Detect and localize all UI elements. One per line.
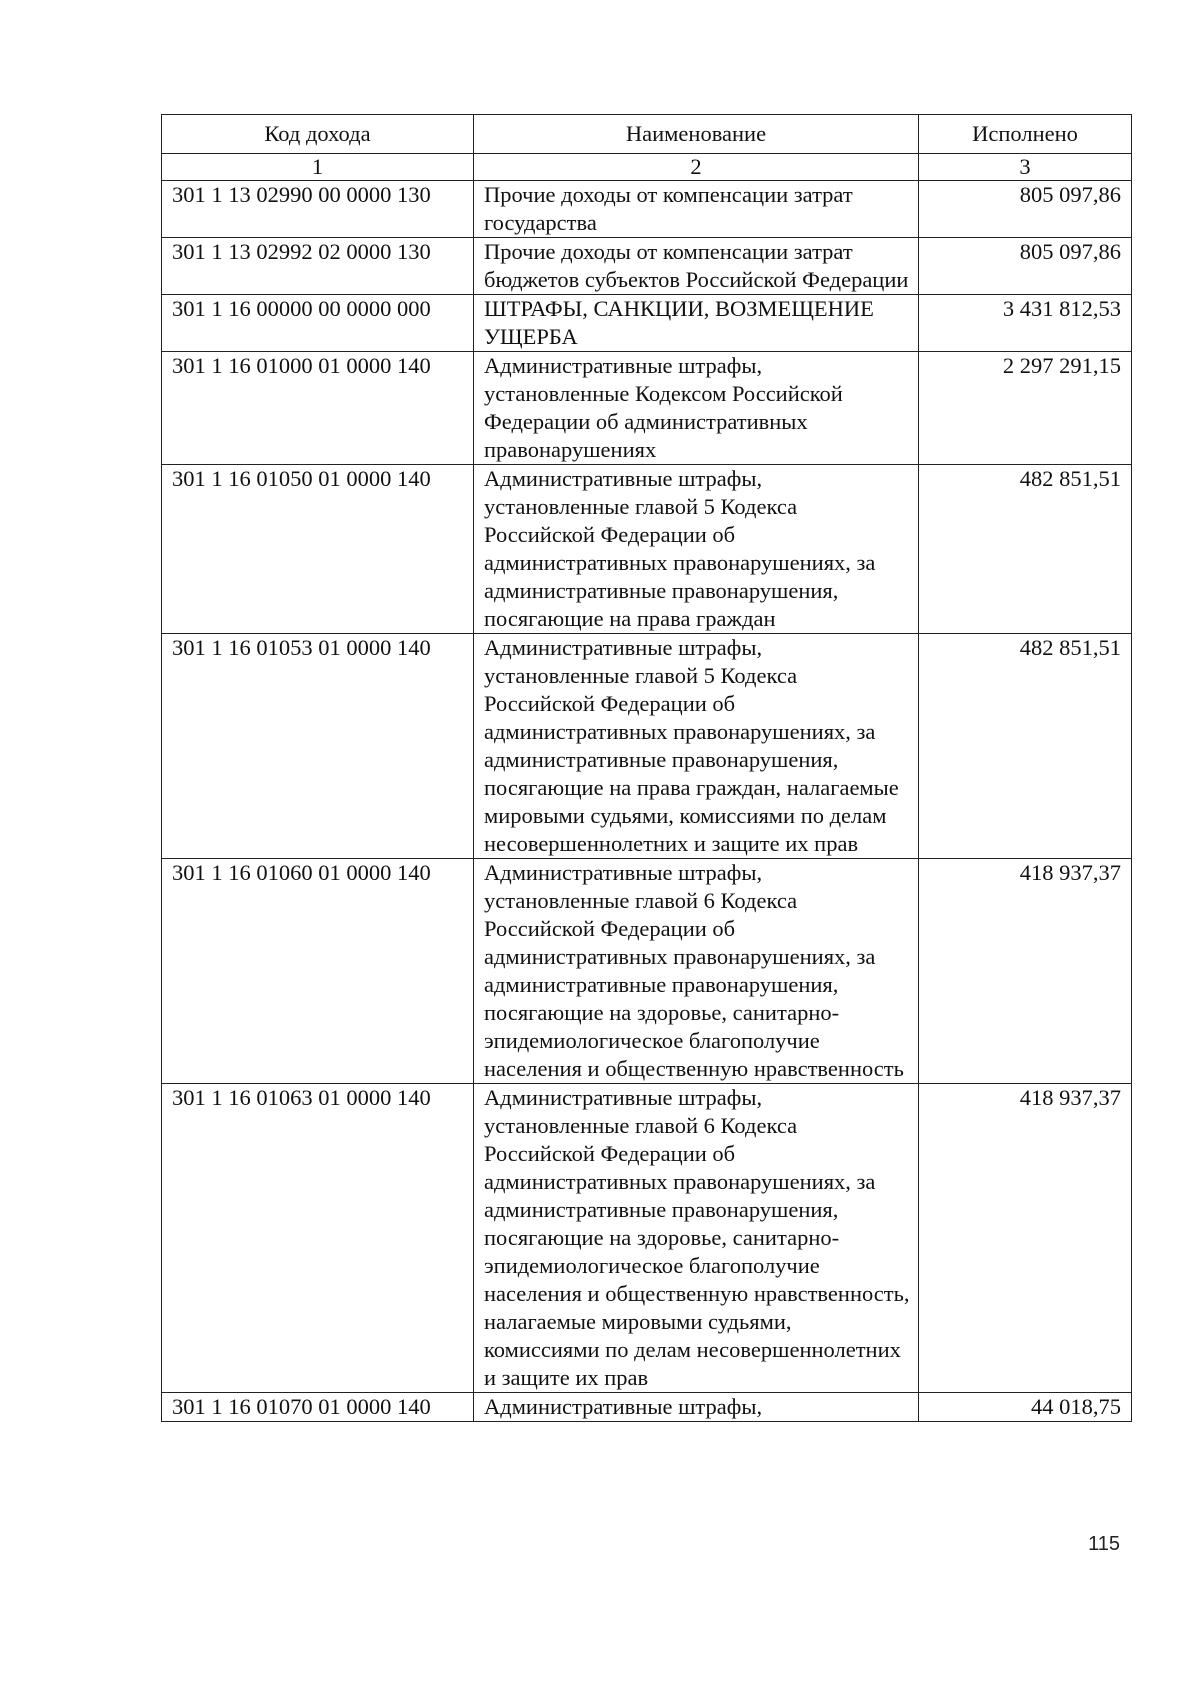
amount-cell: 3 431 812,53	[919, 295, 1132, 352]
income-code-cell: 301 1 16 01053 01 0000 140	[162, 634, 474, 859]
amount-cell: 805 097,86	[919, 238, 1132, 295]
income-code-cell: 301 1 13 02990 00 0000 130	[162, 181, 474, 238]
amount-cell: 44 018,75	[919, 1393, 1132, 1422]
table-row	[162, 1084, 1132, 1393]
amount-cell: 482 851,51	[919, 634, 1132, 859]
column-number-row	[162, 154, 1132, 181]
table-row	[162, 859, 1132, 1084]
table-row	[162, 295, 1132, 352]
income-name-cell: Административные штрафы, установленные главой 5 Кодекса Российской Федерации об административных правонарушениях, за административные правонарушения, посягающие на права граждан, налагаемые мировыми судьями, комиссиями по делам несовершеннолетних и защите их прав	[474, 634, 919, 859]
income-code-cell: 301 1 13 02992 02 0000 130	[162, 238, 474, 295]
column-number-3: 3	[919, 154, 1132, 181]
amount-cell: 482 851,51	[919, 465, 1132, 634]
amount-cell: 2 297 291,15	[919, 352, 1132, 465]
income-name-cell: Административные штрафы, установленные главой 5 Кодекса Российской Федерации об административных правонарушениях, за административные правонарушения, посягающие на права граждан	[474, 465, 919, 634]
income-code-cell: 301 1 16 01050 01 0000 140	[162, 465, 474, 634]
column-number-2: 2	[474, 154, 919, 181]
income-name-cell: ШТРАФЫ, САНКЦИИ, ВОЗМЕЩЕНИЕ УЩЕРБА	[474, 295, 919, 352]
table-row	[162, 465, 1132, 634]
table-row	[162, 181, 1132, 238]
income-name-cell: Прочие доходы от компенсации затрат бюджетов субъектов Российской Федерации	[474, 238, 919, 295]
header-name: Наименование	[474, 115, 919, 154]
income-code-cell: 301 1 16 00000 00 0000 000	[162, 295, 474, 352]
income-code-cell: 301 1 16 01070 01 0000 140	[162, 1393, 474, 1422]
amount-cell: 805 097,86	[919, 181, 1132, 238]
income-name-cell: Административные штрафы, установленные Кодексом Российской Федерации об административных правонарушениях	[474, 352, 919, 465]
income-name-cell: Прочие доходы от компенсации затрат государства	[474, 181, 919, 238]
income-name-cell: Административные штрафы, установленные главой 6 Кодекса Российской Федерации об административных правонарушениях, за административные правонарушения, посягающие на здоровье, санитарно-эпидемиологическое благополучие населения и общественную нравственность	[474, 859, 919, 1084]
header-code: Код дохода	[162, 115, 474, 154]
header-amount: Исполнено	[919, 115, 1132, 154]
table-row	[162, 634, 1132, 859]
income-code-cell: 301 1 16 01063 01 0000 140	[162, 1084, 474, 1393]
column-number-1: 1	[162, 154, 474, 181]
table-header-row	[162, 115, 1132, 154]
amount-cell: 418 937,37	[919, 859, 1132, 1084]
income-name-cell: Административные штрафы, установленные главой 6 Кодекса Российской Федерации об административных правонарушениях, за административные правонарушения, посягающие на здоровье, санитарно-эпидемиологическое благополучие населения и общественную нравственность, налагаемые мировыми судьями, комиссиями по делам несовершеннолетних и защите их прав	[474, 1084, 919, 1393]
income-code-cell: 301 1 16 01060 01 0000 140	[162, 859, 474, 1084]
table-row	[162, 238, 1132, 295]
amount-cell: 418 937,37	[919, 1084, 1132, 1393]
income-code-cell: 301 1 16 01000 01 0000 140	[162, 352, 474, 465]
page-number: 115	[1088, 1533, 1120, 1555]
table-row	[162, 352, 1132, 465]
table-row	[162, 1393, 1132, 1422]
income-name-cell: Административные штрафы,	[474, 1393, 919, 1422]
revenue-table	[161, 114, 1132, 1422]
